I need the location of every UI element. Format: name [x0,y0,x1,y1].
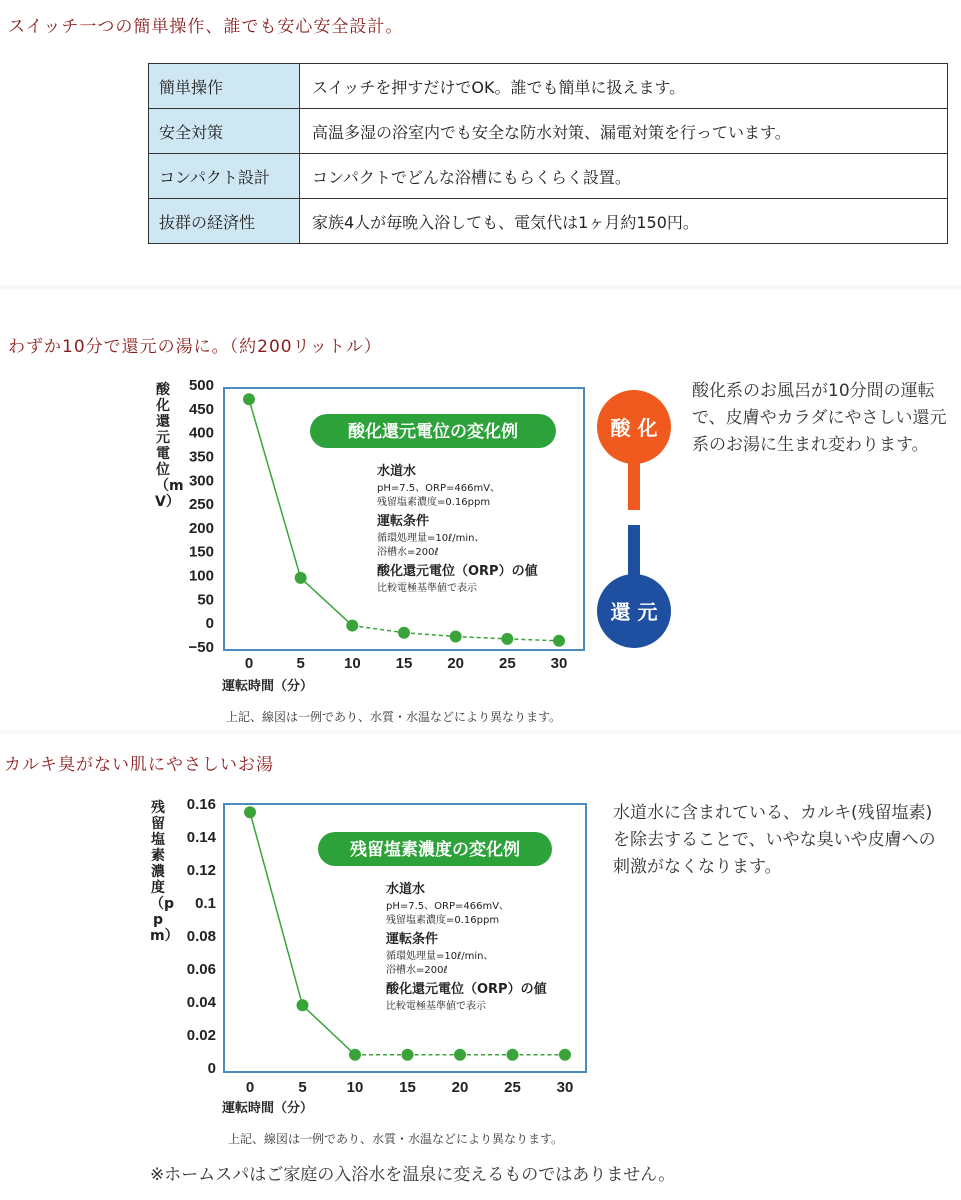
data-point [346,620,358,632]
data-point [450,631,462,643]
annotation: 運転条件 [386,932,439,947]
table-row [149,64,948,109]
annotation: 循環処理量=10ℓ/min、 [386,951,494,962]
y-tick-label: 150 [188,543,214,561]
chlorine-description: 水道水に含まれている、カルキ(残留塩素)を除去することで、いやな臭いや皮膚への刺激がなくなります。 [613,803,936,877]
y-tick-label: 100 [188,567,214,585]
chlorine-chart [0,790,600,1130]
x-tick-label: 20 [447,655,465,672]
x-tick-label: 5 [296,655,305,672]
y-tick-label: 500 [188,377,214,394]
x-tick-label: 30 [556,1079,574,1096]
y-tick-label: 250 [188,496,214,514]
data-point [501,633,513,645]
y-tick-label: 350 [188,448,214,466]
reduction-label: 還 元 [610,600,658,624]
annotation: pH=7.5、ORP=466mV、 [377,483,501,494]
chart-title: 残留塩素濃度の変化例 [350,840,520,860]
y-tick-label: 0 [207,1060,216,1077]
x-tick-label: 10 [346,1079,364,1096]
x-tick-label: 25 [498,655,516,672]
divider [0,730,961,734]
oxidation-label: 酸 化 [610,416,658,440]
data-point [398,627,410,639]
data-point [507,1049,519,1061]
chart-xlabel: 運転時間（分） [222,679,314,694]
row-key: コンパクト設計 [149,154,300,199]
oxidation-reduction-graphic [594,385,684,655]
annotation: 水道水 [386,882,426,897]
data-point [243,393,255,405]
annotation: 残留塩素濃度=0.16ppm [377,497,491,508]
y-tick-label: 450 [188,400,214,418]
y-tick-label: 0.06 [186,961,216,978]
y-tick-label: −50 [188,639,214,656]
chart2-ylabel: 残留塩素濃度（ppm） [150,800,179,944]
x-tick-label: 10 [343,655,361,672]
y-tick-label: 0.12 [186,862,216,879]
y-tick-label: 200 [188,519,214,537]
annotation: pH=7.5、ORP=466mV、 [386,901,510,912]
table-row [149,199,948,244]
annotation: 水道水 [377,464,417,479]
x-tick-label: 15 [395,655,413,672]
table-row [149,154,948,199]
chart-note: 上記、線図は一例であり、水質・水温などにより異なります。 [228,1132,564,1146]
row-key: 抜群の経済性 [149,199,300,244]
row-key: 安全対策 [149,109,300,154]
data-point [297,999,309,1011]
row-value: 家族4人が毎晩入浴しても、電気代は1ヶ月約150円。 [300,199,948,244]
annotation: 浴槽水=200ℓ [386,965,448,976]
x-tick-label: 0 [245,1079,255,1096]
y-tick-label: 400 [188,424,214,442]
annotation: 残留塩素濃度=0.16ppm [386,915,500,926]
feature-table [148,63,948,244]
y-tick-label: 50 [197,591,214,609]
annotation: 酸化還元電位（ORP）の値 [377,564,538,579]
row-key: 簡単操作 [149,64,300,109]
row-value: コンパクトでどんな浴槽にもらくらく設置。 [300,154,948,199]
chart-title: 酸化還元電位の変化例 [348,422,518,442]
annotation: 比較電極基準値で表示 [377,583,477,594]
annotation: 浴槽水=200ℓ [377,547,439,558]
annotation: 比較電極基準値で表示 [386,1001,486,1012]
section-heading-chlorine: カルキ臭がない肌にやさしいお湯 [4,755,274,775]
table-row [149,109,948,154]
data-point [454,1049,466,1061]
section-heading-reduction: わずか10分で還元の湯に。（約200リットル） [8,337,382,357]
y-tick-label: 0.16 [186,796,216,813]
y-tick-label: 300 [188,472,214,490]
data-point [295,572,307,584]
x-tick-label: 30 [550,655,568,672]
footer-note: ※ホームスパはご家庭の入浴水を温泉に変えるものではありません。 [150,1165,676,1185]
y-tick-label: 0.08 [186,928,216,945]
y-tick-label: 0.1 [195,895,216,912]
data-point [553,635,565,647]
x-tick-label: 5 [298,1079,307,1096]
divider [0,285,961,289]
chart-note: 上記、線図は一例であり、水質・水温などにより異なります。 [226,710,562,724]
annotation: 循環処理量=10ℓ/min、 [377,533,485,544]
chart1-ylabel: 酸化還元電位（mV） [155,382,184,510]
data-point [402,1049,414,1061]
annotation: 運転条件 [377,514,430,529]
y-tick-label: 0.04 [186,994,216,1011]
x-tick-label: 25 [504,1079,521,1096]
row-value: スイッチを押すだけでOK。誰でも簡単に扱えます。 [300,64,948,109]
y-tick-label: 0.02 [186,1027,216,1044]
y-tick-label: 0 [205,615,214,633]
reduction-description: 酸化系のお風呂が10分間の運転で、皮膚やカラダにやさしい還元系のお湯に生まれ変わります。 [692,381,947,455]
row-value: 高温多湿の浴室内でも安全な防水対策、漏電対策を行っています。 [300,109,948,154]
y-tick-label: 0.14 [186,829,216,846]
annotation: 酸化還元電位（ORP）の値 [386,982,547,997]
data-point [349,1049,361,1061]
x-tick-label: 15 [399,1079,416,1096]
section-heading-easy-safe: スイッチ一つの簡単操作、誰でも安心安全設計。 [8,17,404,37]
data-point [244,806,256,818]
orp-chart [0,370,600,710]
x-tick-label: 0 [244,655,254,672]
x-tick-label: 20 [451,1079,469,1096]
data-point [559,1049,571,1061]
chart-xlabel: 運転時間（分） [222,1101,314,1116]
